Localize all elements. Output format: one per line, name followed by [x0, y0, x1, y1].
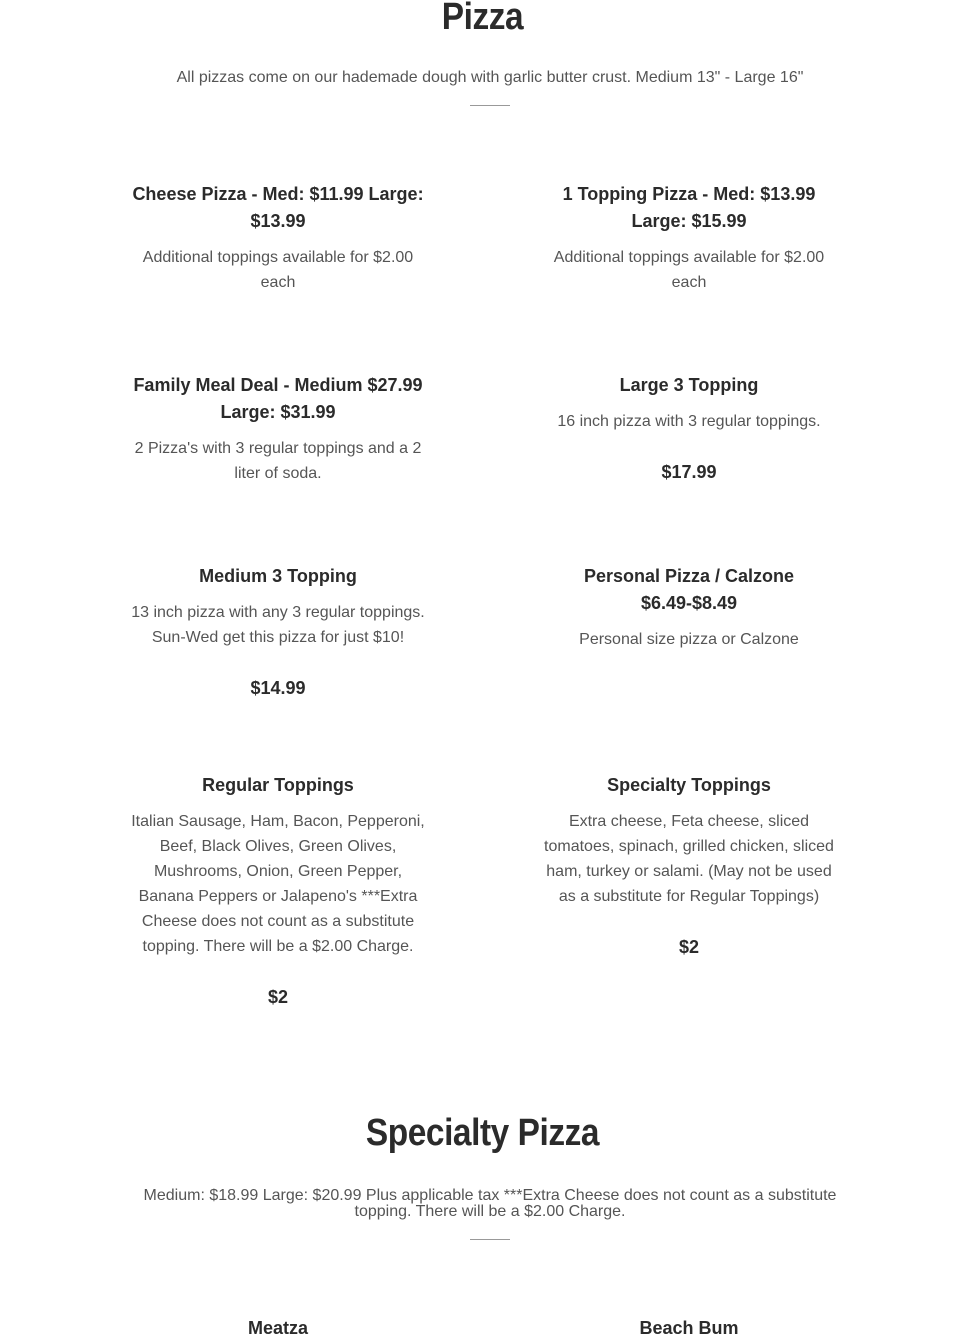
section-description-pizza: All pizzas come on our hademade dough with garlic butter crust. Medium 13" - Large 16" [176, 69, 804, 86]
menu-item-name: Cheese Pizza - Med: $11.99 Large: $13.99 [132, 184, 424, 231]
menu-item-name: Personal Pizza / Calzone $6.49-$8.49 [583, 566, 795, 613]
menu-item-specialty-toppings [539, 772, 839, 959]
menu-item-name: Large 3 Topping [619, 375, 759, 395]
menu-item-price: $2 [678, 937, 700, 957]
menu-item-large-3-topping [539, 372, 839, 484]
menu-item-name: Specialty Toppings [607, 775, 771, 795]
menu-item-1-topping-pizza [539, 181, 839, 295]
menu-item-description: 2 Pizza's with 3 regular toppings and a 2 liter of soda. [134, 440, 422, 482]
menu-item-description: Italian Sausage, Ham, Bacon, Pepperoni, Beef, Black Olives, Green Olives, Mushrooms, Onion, Green Pepper, Banana Peppers or Jalapeno's ***Extra Cheese does not count as a substitute topping. There will be a $2.00 Charge. [131, 813, 425, 955]
section-divider [470, 1239, 510, 1240]
menu-item-description: Additional toppings available for $2.00 each [142, 249, 414, 291]
menu-item-price: $14.99 [250, 678, 306, 698]
menu-item-description: 13 inch pizza with any 3 regular toppings. Sun-Wed get this pizza for just $10! [131, 604, 425, 646]
menu-item-meatza [128, 1315, 428, 1342]
section-title-specialty-pizza: Specialty Pizza [365, 1112, 600, 1154]
menu-item-cheese-pizza [128, 181, 428, 295]
menu-item-price: $17.99 [661, 462, 717, 482]
menu-item-description: Personal size pizza or Calzone [579, 631, 799, 648]
menu-item-medium-3-topping [128, 563, 428, 700]
menu-item-personal-pizza-calzone [539, 563, 839, 652]
menu-item-regular-toppings [128, 772, 428, 1009]
section-divider [470, 105, 510, 106]
section-description-specialty-pizza: Medium: $18.99 Large: $20.99 Plus applicable tax ***Extra Cheese does not count as a substitute topping. There will be a $2.00 Charge. [143, 1187, 837, 1220]
menu-item-name: Meatza [247, 1318, 309, 1338]
section-title-pizza: Pizza [441, 0, 524, 38]
menu-item-price: $2 [267, 987, 289, 1007]
menu-item-beach-bum [539, 1315, 839, 1342]
menu-item-name: 1 Topping Pizza - Med: $13.99 Large: $15.99 [562, 184, 816, 231]
menu-item-description: Additional toppings available for $2.00 each [553, 249, 825, 291]
menu-item-name: Regular Toppings [202, 775, 354, 795]
menu-item-description: 16 inch pizza with 3 regular toppings. [557, 413, 821, 430]
menu-item-name: Family Meal Deal - Medium $27.99 Large: $31.99 [133, 375, 423, 422]
menu-item-name: Beach Bum [639, 1318, 739, 1338]
menu-item-name: Medium 3 Topping [199, 566, 357, 586]
menu-item-family-meal-deal [128, 372, 428, 486]
menu-item-description: Extra cheese, Feta cheese, sliced tomatoes, spinach, grilled chicken, sliced ham, turkey or salami. (May not be used as a substitute for Regular Toppings) [544, 813, 834, 905]
